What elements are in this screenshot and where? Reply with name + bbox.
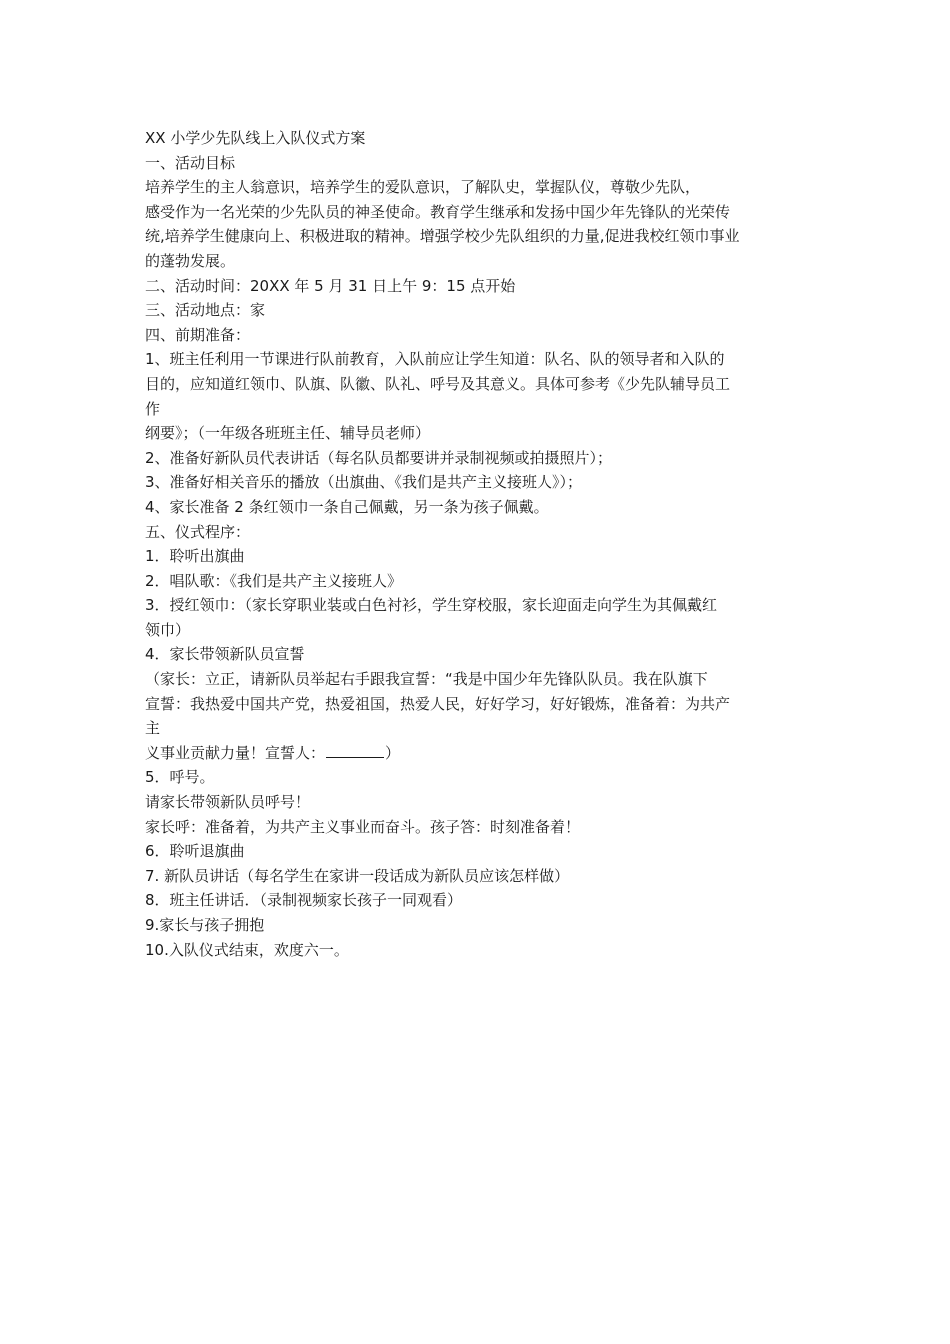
paragraph-line: 感受作为一名光荣的少先队员的神圣使命。教育学生继承和发扬中国少年先锋队的光荣传 [145,202,731,221]
paragraph-line: 请家长带领新队员呼号！ [145,793,311,812]
list-item-line: 4、家长准备 2 条红领巾一条自己佩戴，另一条为孩子佩戴。 [145,497,549,516]
oath-line: （家长：立正，请新队员举起右手跟我宣誓：“我是中国少年先锋队队员。我在队旗下 [145,670,708,689]
list-item-line: 7. 新队员讲话（每名学生在家讲一段话成为新队员应该怎样做） [145,866,570,885]
oath-line: 宣誓：我热爱中国共产党，热爱祖国，热爱人民，好好学习，好好锻炼，准备着：为共产 [145,694,731,713]
oath-line [145,741,813,766]
section-heading: 三、活动地点：家 [145,301,266,320]
list-item-line: 纲要》；（一年级各班班主任、辅导员老师） [145,424,431,443]
section-heading: 五、仪式程序： [145,522,251,541]
section-heading: 一、活动目标 [145,153,236,172]
document-title: XX 小学少先队线上入队仪式方案 [145,129,366,147]
oath-text: 义事业贡献力量！宣誓人： [145,743,326,762]
paragraph-line: 家长呼：准备着，为共产主义事业而奋斗。孩子答：时刻准备着！ [145,817,581,836]
list-item-line: 领巾） [145,620,191,639]
paragraph-line: 统,培养学生健康向上、积极进取的精神。增强学校少先队组织的力量,促进我校红领巾事业 [145,227,740,246]
list-item-line: 2、准备好新队员代表讲话（每名队员都要讲并录制视频或拍摄照片）； [145,448,613,467]
list-item-line: 2．唱队歌：《我们是共产主义接班人》 [145,571,403,590]
section-heading: 二、活动时间：20XX 年 5 月 31 日上午 9：15 点开始 [145,276,516,295]
list-item-line: 5．呼号。 [145,768,215,787]
list-item-line: 6．聆听退旗曲 [145,842,245,861]
list-item-line: 9.家长与孩子拥抱 [145,916,265,934]
list-item-line: 3．授红领巾：（家长穿职业装或白色衬衫，学生穿校服，家长迎面走向学生为其佩戴红 [145,596,718,615]
paragraph-line: 培养学生的主人翁意识，培养学生的爱队意识，了解队史，掌握队仪，尊敬少先队， [145,178,701,197]
oath-close-paren: ） [385,743,401,762]
list-item-line: 1．聆听出旗曲 [145,547,245,566]
list-item-line: 1、班主任利用一节课进行队前教育，入队前应让学生知道：队名、队的领导者和入队的 [145,350,725,369]
list-item-line: 目的，应知道红领巾、队旗、队徽、队礼、呼号及其意义。具体可参考《少先队辅导员工 [145,374,731,393]
signature-blank [326,743,384,758]
document-body [145,126,813,962]
list-item-line: 作 [145,399,161,418]
paragraph-line: 的蓬勃发展。 [145,251,236,270]
list-item-line: 10.入队仪式结束，欢度六一。 [145,940,349,959]
list-item-line: 8．班主任讲话．（录制视频家长孩子一同观看） [145,891,463,910]
list-item-line: 4．家长带领新队员宣誓 [145,645,305,664]
list-item-line: 3、准备好相关音乐的播放（出旗曲、《我们是共产主义接班人》）； [145,473,583,492]
section-heading: 四、前期准备： [145,325,251,344]
oath-line: 主 [145,719,161,738]
